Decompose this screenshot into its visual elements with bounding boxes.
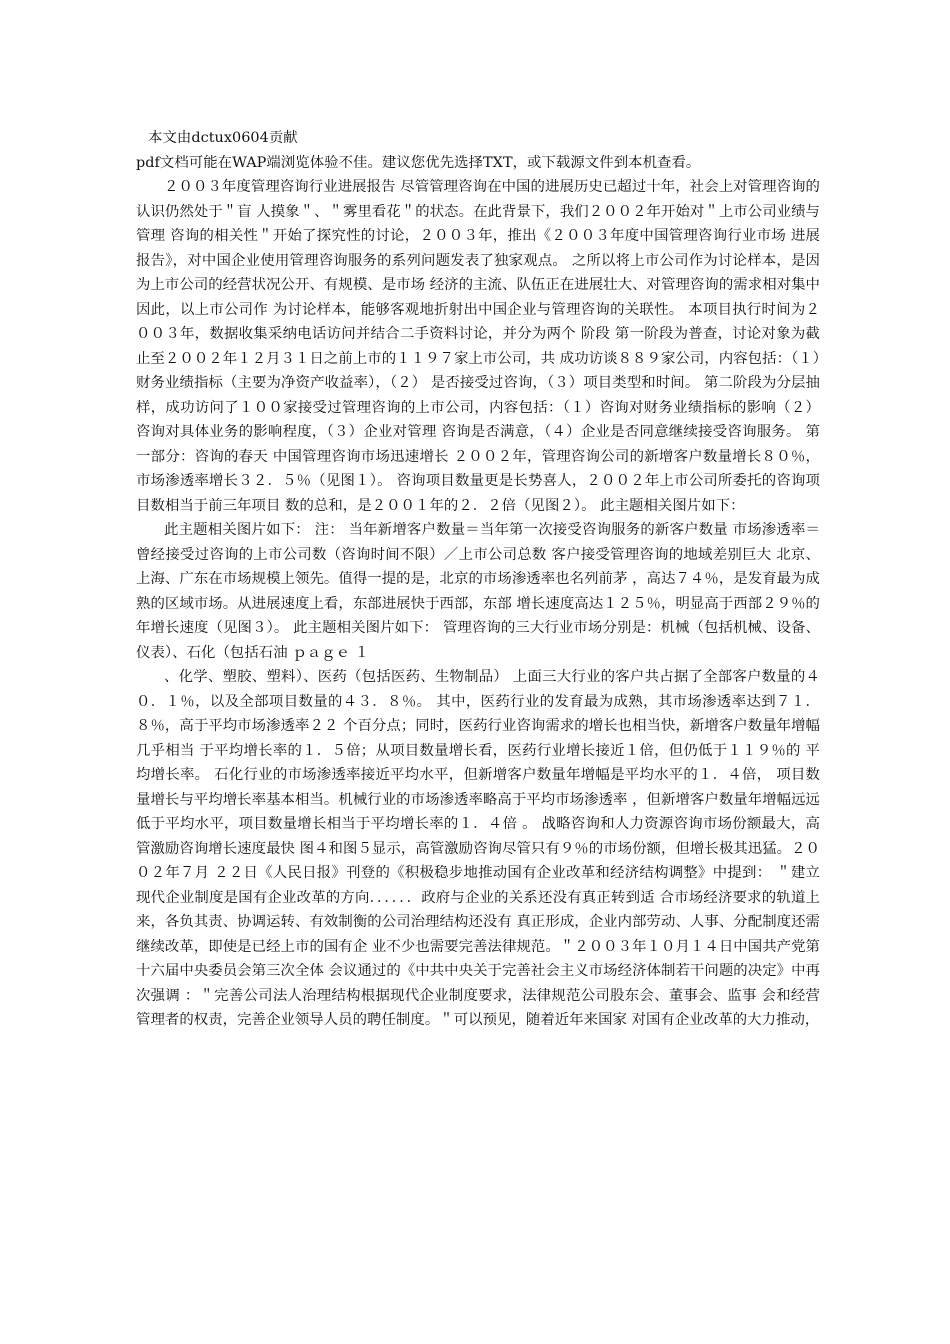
body-paragraph-2: 此主题相关图片如下： 注： 当年新增客户数量＝当年第一次接受咨询服务的新客户数量 市场渗透率＝曾经接受过咨询的上市公司数（咨询时间不限）／上市公司总数 客户接受管理咨询的地域差别巨大 北京、上海、广东在市场规模上领先。值得一提的是，北京的市场渗透率也名列前茅 ，高达７４％，是发育最为成熟的区域市场。从进展速度上看，东部进展快于西部，东部 增长速度高达１２５％，明显高于西部２９％的年增长速度（见图３）。 此主题相关图片如下： 管理咨询的三大行业市场分别是：机械（包括机械、设备、仪表）、石化（包括石油 ｐａｇｅ １ [136, 522, 820, 661]
document-page [136, 126, 820, 1033]
viewing-notice: pdf文档可能在WAP端浏览体验不佳。建议您优先选择TXT，或下载源文件到本机查看。 [136, 154, 701, 171]
body-paragraph-1: ２００３年度管理咨询行业进展报告 尽管管理咨询在中国的进展历史已超过十年，社会上对管理咨询的认识仍然处于＂盲 人摸象＂、＂雾里看花＂的状态。在此背景下，我们２００２年开始对＂上市公司业绩与管理 咨询的相关性＂开始了探究性的讨论，２００３年，推出《２００３年度中国管理咨询行业市场 进展报告》，对中国企业使用管理咨询服务的系列问题发表了独家观点。 之所以将上市公司作为讨论样本，是因为上市公司的经营状况公开、有规模、是市场 经济的主流、队伍正在进展壮大、对管理咨询的需求相对集中因此，以上市公司作 为讨论样本，能够客观地折射出中国企业与管理咨询的关联性。 本项目执行时间为２００３年，数据收集采纳电话访问并结合二手资料讨论，并分为两个 阶段 第一阶段为普查，讨论对象为截止至２００２年１２月３１日之前上市的１１９７家上市公司，共 成功访谈８８９家公司，内容包括：（１）财务业绩指标（主要为净资产收益率），（２） 是否接受过咨询，（３）项目类型和时间。 第二阶段为分层抽样，成功访问了１００家接受过管理咨询的上市公司，内容包括：（１）咨询对财务业绩指标的影响（２）咨询对具体业务的影响程度，（３）企业对管理 咨询是否满意，（４）企业是否同意继续接受咨询服务。 第一部分：咨询的春天 中国管理咨询市场迅速增长 ２００２年，管理咨询公司的新增客户数量增长８０％，市场渗透率增长３２．５％（见图１）。 咨询项目数量更是长势喜人，２００２年上市公司所委托的咨询项目数相当于前三年项目 数的总和，是２００１年的２．２倍（见图２）。 此主题相关图片如下： [136, 179, 820, 514]
attribution-line: 本文由dctux0604贡献 [148, 130, 298, 146]
body-paragraph-3: 、化学、塑胶、塑料）、医药（包括医药、生物制品） 上面三大行业的客户共占据了全部客户数量的４０．１％，以及全部项目数量的４３．８％。 其中，医药行业的发育最为成熟，其市场渗透率达到７１．８％，高于平均市场渗透率２２ 个百分点；同时，医药行业咨询需求的增长也相当快，新增客户数量年增幅几乎相当 于平均增长率的１．５倍；从项目数量增长看，医药行业增长接近１倍，但仍低于１１９％的 平均增长率。 石化行业的市场渗透率接近平均水平，但新增客户数量年增幅是平均水平的１．４倍， 项目数量增长与平均增长率基本相当。机械行业的市场渗透率略高于平均市场渗透率 ，但新增客户数量年增幅远远低于平均水平，项目数量增长相当于平均增长率的１．４倍 。 战略咨询和人力资源咨询市场份额最大，高管激励咨询增长速度最快 图４和图５显示，高管激励咨询尽管只有９％的市场份额，但增长极其迅猛。２００２年７月 ２２日《人民日报》刊登的《积极稳步地推动国有企业改革和经济结构调整》中提到： ＂建立现代企业制度是国有企业改革的方向．．．．．．政府与企业的关系还没有真正转到适 合市场经济要求的轨道上来，各负其责、协调运转、有效制衡的公司治理结构还没有 真正形成，企业内部劳动、人事、分配制度还需继续改革，即使是已经上市的国有企 业不少也需要完善法律规范。＂２００３年１０月１４日中国共产党第十六届中央委员会第三次全体 会议通过的《中共中央关于完善社会主义市场经济体制若干问题的决定》中再次强调 ：＂完善公司法人治理结构根据现代企业制度要求，法律规范公司股东会、董事会、监事 会和经营管理者的权责，完善企业领导人员的聘任制度。＂可以预见，随着近年来国家 对国有企业改革的大力推动， [136, 669, 820, 1028]
